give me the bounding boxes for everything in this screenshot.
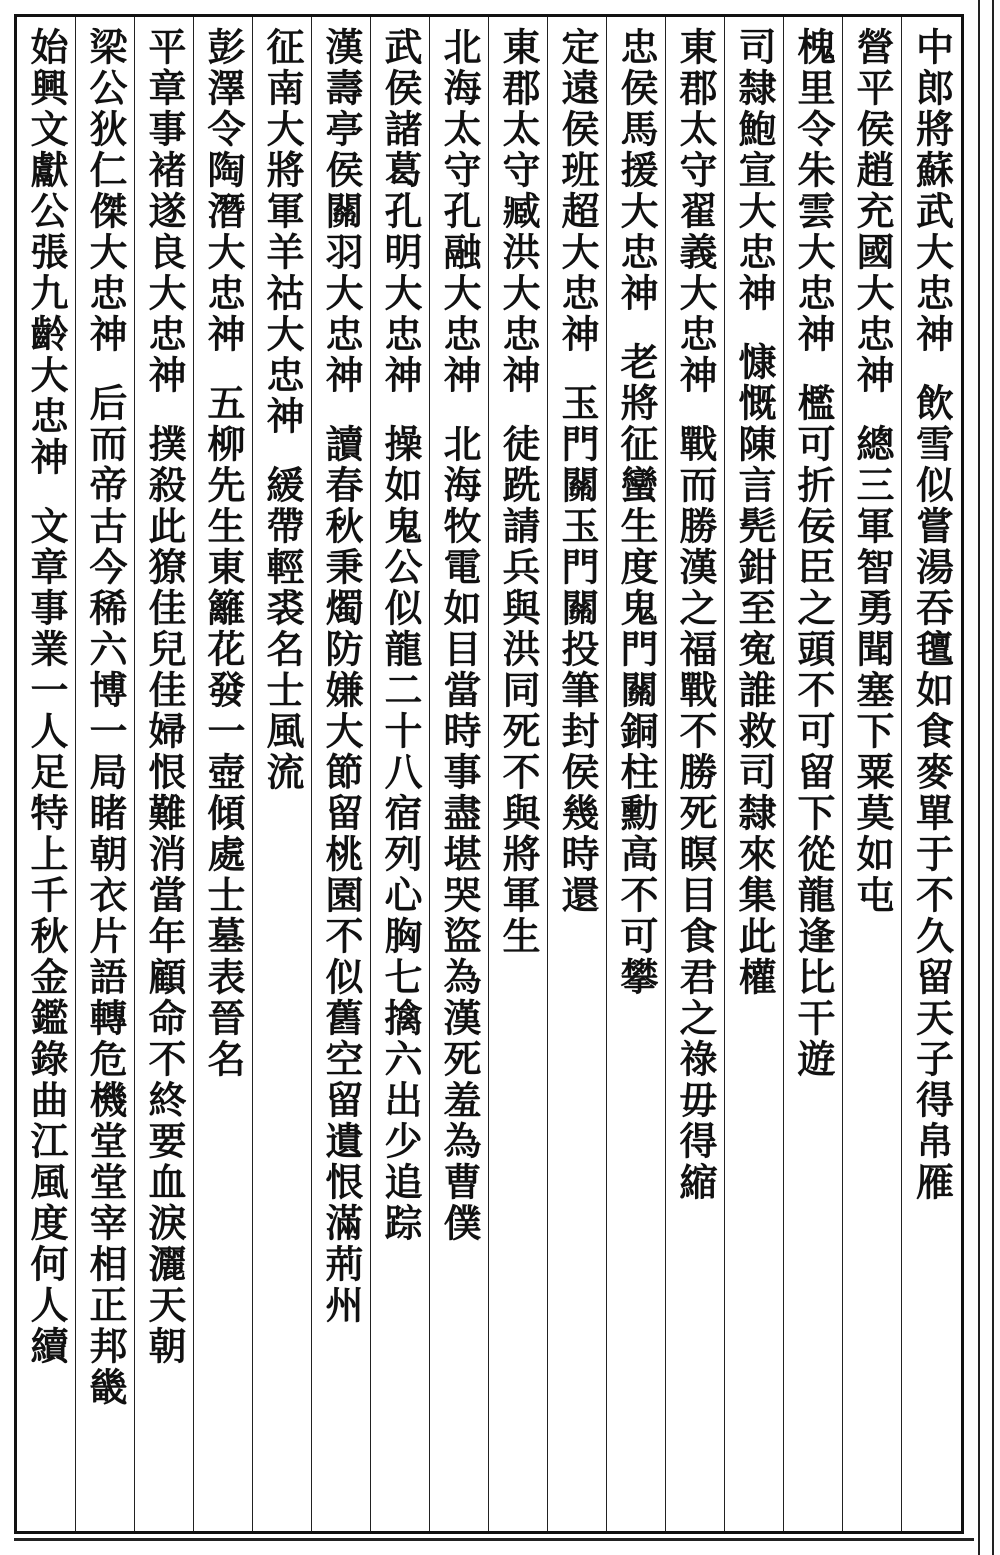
text-column: [843, 17, 902, 1531]
page-edge-right: [978, 0, 994, 1555]
deity-verse: 文章事業一人足特上千秋金鑑錄曲江風度何人續: [24, 506, 69, 1367]
page-edge-bottom: [14, 1538, 974, 1541]
deity-title: 東郡太守翟義大忠神: [673, 27, 718, 396]
deity-verse: 五柳先生東籬花發一壺傾處士墓表晉名: [201, 383, 246, 1080]
text-columns: [17, 17, 961, 1531]
deity-verse: 讀春秋秉燭防嫌大節留桃園不似舊空留遺恨滿荊州: [319, 424, 364, 1326]
text-column: [76, 17, 135, 1531]
deity-title: 槐里令朱雲大忠神: [791, 27, 836, 355]
deity-title: 東郡太守臧洪大忠神: [496, 27, 541, 396]
deity-title: 忠侯馬援大忠神: [614, 27, 659, 314]
text-column: [725, 17, 784, 1531]
text-column: [371, 17, 430, 1531]
text-column: [253, 17, 312, 1531]
deity-verse: 徒跣請兵與洪同死不與將軍生: [496, 424, 541, 957]
deity-verse: 戰而勝漢之福戰不勝死瞑目食君之祿毋得縮: [673, 424, 718, 1203]
deity-title: 營平侯趙充國大忠神: [850, 27, 895, 396]
text-column: [902, 17, 961, 1531]
deity-title: 北海太守孔融大忠神: [437, 27, 482, 396]
deity-title: 司隸鮑宣大忠神: [732, 27, 777, 314]
deity-title: 梁公狄仁傑大忠神: [83, 27, 128, 355]
deity-verse: 撲殺此獠佳兒佳婦恨難消當年顧命不終要血淚灑天朝: [142, 424, 187, 1367]
deity-verse: 操如鬼公似龍二十八宿列心胸七擒六出少追踪: [378, 424, 423, 1244]
deity-verse: 慷慨陳言髡鉗至寃誰救司隸來集此權: [732, 342, 777, 998]
deity-title: 始興文獻公張九齡大忠神: [24, 27, 69, 478]
deity-verse: 老將征蠻生度鬼門關銅柱勳高不可攀: [614, 342, 659, 998]
deity-verse: 檻可折佞臣之頭不可留下從龍逢比干遊: [791, 383, 836, 1080]
text-column: [17, 17, 76, 1531]
deity-verse: 飲雪似嘗湯吞氊如食麥單于不久留天子得帛雁: [909, 383, 955, 1203]
text-column: [312, 17, 371, 1531]
deity-verse: 總三軍智勇聞塞下粟莫如屯: [850, 424, 895, 916]
deity-verse: 北海牧電如目當時事盡堪哭盜為漢死羞為曹僕: [437, 424, 482, 1244]
text-column: [548, 17, 607, 1531]
text-column: [489, 17, 548, 1531]
deity-title: 武侯諸葛孔明大忠神: [378, 27, 423, 396]
text-column: [194, 17, 253, 1531]
deity-verse: 玉門關玉門關投筆封侯幾時還: [555, 383, 600, 916]
text-column: [135, 17, 194, 1531]
deity-verse: 緩帶輕裘名士風流: [260, 465, 305, 793]
text-column: [666, 17, 725, 1531]
text-column: [784, 17, 843, 1531]
deity-title: 征南大將軍羊祜大忠神: [260, 27, 305, 437]
text-column: [430, 17, 489, 1531]
deity-title: 漢壽亭侯關羽大忠神: [319, 27, 364, 396]
deity-title: 平章事褚遂良大忠神: [142, 27, 187, 396]
deity-verse: 后而帝古今稀六博一局睹朝衣片語轉危機堂堂宰相正邦畿: [83, 383, 128, 1408]
deity-title: 定遠侯班超大忠神: [555, 27, 600, 355]
deity-title: 中郎將蘇武大忠神: [909, 27, 955, 355]
text-column: [607, 17, 666, 1531]
deity-title: 彭澤令陶潛大忠神: [201, 27, 246, 355]
